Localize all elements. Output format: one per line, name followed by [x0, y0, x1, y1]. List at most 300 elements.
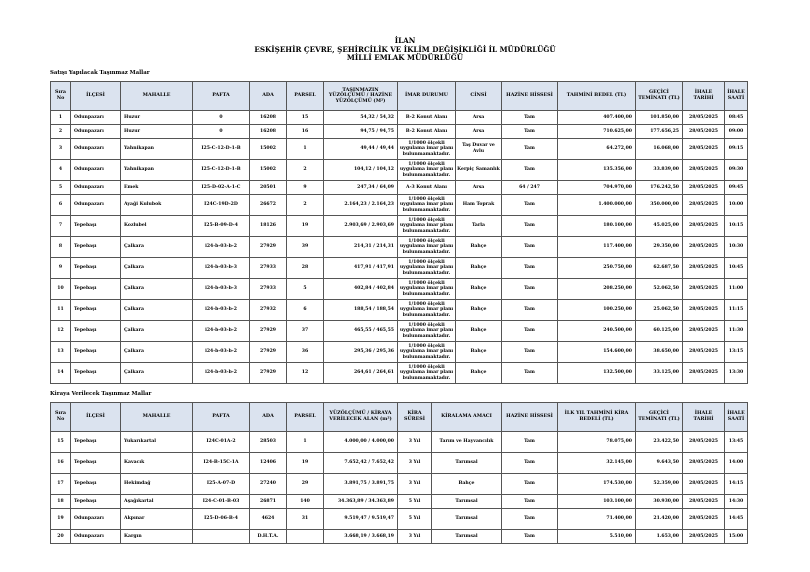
table-cell: 704.970,00	[558, 181, 636, 195]
table-cell: 4.000,00 / 4.000,00	[324, 432, 398, 453]
table-cell: 12406	[250, 453, 287, 474]
table-cell: Tam	[502, 509, 558, 530]
table-cell: 09:00	[725, 125, 748, 139]
table-cell: 64.272,00	[558, 139, 636, 160]
table-cell: Tepebaşı	[71, 321, 121, 342]
table-cell: 27933	[250, 279, 287, 300]
table-cell: Tam	[502, 160, 558, 181]
sale-header-row	[51, 82, 748, 111]
table-cell: Odunpazarı	[71, 195, 121, 216]
table-cell: 16	[51, 453, 71, 474]
table-row	[51, 342, 748, 363]
table-cell: 1/1000 ölçekli uygulama imar planı bulunmamaktadır.	[398, 160, 456, 181]
table-cell: 16.068,00	[636, 139, 683, 160]
table-cell: 16208	[250, 125, 287, 139]
table-cell: 27933	[250, 258, 287, 279]
table-cell: 11:15	[725, 300, 748, 321]
table-cell: Yukarıkartal	[121, 432, 193, 453]
table-cell: Odunpazarı	[71, 530, 121, 544]
table-cell: 4624	[250, 509, 287, 530]
table-cell: 28/05/2025	[683, 181, 725, 195]
table-cell: 23.422,50	[636, 432, 683, 453]
sale-header-cell: İHALE TARİHİ	[683, 82, 725, 111]
table-cell: Tam	[502, 125, 558, 139]
table-cell: 09:30	[725, 160, 748, 181]
table-cell: 402,84 / 402,84	[324, 279, 398, 300]
table-cell: 27929	[250, 237, 287, 258]
table-cell: Taş Duvar ve Avlu	[456, 139, 502, 160]
table-cell: i24-b-03-b-2	[193, 363, 250, 384]
table-cell: 3.668,19 / 3.668,19	[324, 530, 398, 544]
table-cell: Odunpazarı	[71, 509, 121, 530]
table-cell: 1/1000 ölçekli uygulama imar planı bulunmamaktadır.	[398, 258, 456, 279]
table-cell: Bahçe	[432, 474, 502, 495]
table-cell: Tam	[502, 195, 558, 216]
table-cell: 9.643,50	[636, 453, 683, 474]
table-cell: I25-D-02-A-1-C	[193, 181, 250, 195]
table-cell: i24-b-03-b-3	[193, 279, 250, 300]
table-cell: Tam	[502, 139, 558, 160]
table-cell: Yahnikapan	[121, 139, 193, 160]
sale-header-cell: İMAR DURUMU	[398, 82, 456, 111]
table-cell: 94,75 / 94,75	[324, 125, 398, 139]
table-cell: 27240	[250, 474, 287, 495]
table-cell: 49,44 / 49,44	[324, 139, 398, 160]
table-cell: Tam	[502, 111, 558, 125]
table-cell: Tam	[502, 279, 558, 300]
table-cell: 9	[287, 181, 324, 195]
table-cell: 28/05/2025	[683, 258, 725, 279]
table-cell: 08:45	[725, 111, 748, 125]
table-cell: 28503	[250, 432, 287, 453]
table-cell: 4	[51, 160, 71, 181]
table-cell: 3	[51, 139, 71, 160]
table-cell: 29.350,00	[636, 237, 683, 258]
table-cell: Kavacık	[121, 453, 193, 474]
table-cell: Tam	[502, 530, 558, 544]
rent-table	[50, 402, 748, 544]
table-cell: 417,91 / 417,91	[324, 258, 398, 279]
table-cell: Arsa	[456, 111, 502, 125]
table-cell: 1/1000 ölçekli uygulama imar planı bulunmamaktadır.	[398, 321, 456, 342]
table-cell: 52.062,50	[636, 279, 683, 300]
table-cell: Tepebaşı	[71, 363, 121, 384]
table-cell: 3 Yıl	[398, 453, 432, 474]
table-cell: 140	[287, 495, 324, 509]
table-cell: 3 Yıl	[398, 474, 432, 495]
table-cell: 11:30	[725, 321, 748, 342]
table-cell: 15002	[250, 160, 287, 181]
table-cell: Tam	[502, 237, 558, 258]
table-cell: 710.625,00	[558, 125, 636, 139]
table-cell: 350.000,00	[636, 195, 683, 216]
table-cell: 33.839,00	[636, 160, 683, 181]
rent-header-cell: PAFTA	[193, 403, 250, 432]
table-cell: 15	[287, 111, 324, 125]
table-cell: i24-b-03-b-3	[193, 258, 250, 279]
table-cell: 117.400,00	[558, 237, 636, 258]
table-cell: Emek	[121, 181, 193, 195]
table-cell: 12	[287, 363, 324, 384]
table-cell	[287, 530, 324, 544]
table-cell: 28/05/2025	[683, 342, 725, 363]
table-cell: I25-B-09-D-4	[193, 216, 250, 237]
table-cell: Tam	[502, 321, 558, 342]
table-cell: 28/05/2025	[683, 237, 725, 258]
table-cell: 19	[51, 509, 71, 530]
table-cell: 10:45	[725, 258, 748, 279]
table-cell: 6	[287, 300, 324, 321]
table-cell: 188,54 / 188,54	[324, 300, 398, 321]
table-cell: 13:30	[725, 363, 748, 384]
rent-header-cell: YÜZÖLÇÜMÜ / KİRAYA VERİLECEK ALAN (m²)	[324, 403, 398, 432]
table-cell: 38.650,00	[636, 342, 683, 363]
sale-header-cell: İHALE SAATİ	[725, 82, 748, 111]
table-cell: 1/1000 ölçekli uygulama imar planı bulunmamaktadır.	[398, 195, 456, 216]
table-cell: Tam	[502, 495, 558, 509]
table-cell: 16208	[250, 111, 287, 125]
table-cell: 29	[287, 474, 324, 495]
table-row	[51, 139, 748, 160]
table-cell: 28/05/2025	[683, 363, 725, 384]
table-cell: 1/1000 ölçekli uygulama imar planı bulunmamaktadır.	[398, 279, 456, 300]
table-cell: 21.420,00	[636, 509, 683, 530]
sale-header-cell: TAŞINMAZIN YÜZÖLÇÜMÜ / HAZİNE YÜZÖLÇÜMÜ (M²)	[324, 82, 398, 111]
table-cell: A-3 Konut Alanı	[398, 181, 456, 195]
table-cell: 2	[51, 125, 71, 139]
table-cell: B-2 Konut Alanı	[398, 125, 456, 139]
rent-header-cell: İLK YIL TAHMİNİ KİRA BEDELİ (TL)	[558, 403, 636, 432]
table-cell: I25-C-12-D-1-B	[193, 139, 250, 160]
sale-header-cell: CİNSİ	[456, 82, 502, 111]
table-cell: 180.100,00	[558, 216, 636, 237]
table-cell: Odunpazarı	[71, 125, 121, 139]
table-cell: Aşağıkartal	[121, 495, 193, 509]
rent-header-cell: KİRA SÜRESİ	[398, 403, 432, 432]
table-cell: i24-b-03-b-2	[193, 237, 250, 258]
table-cell: Tarım ve Hayvancılık	[432, 432, 502, 453]
table-cell: Tam	[502, 432, 558, 453]
table-cell: 135.356,00	[558, 160, 636, 181]
table-row	[51, 216, 748, 237]
table-cell: Kerpiç Samanlık	[456, 160, 502, 181]
table-cell: 6	[51, 195, 71, 216]
table-cell: 14:15	[725, 474, 748, 495]
table-cell: D.H.T.A.	[250, 530, 287, 544]
table-cell: 28/05/2025	[683, 111, 725, 125]
table-cell: 18126	[250, 216, 287, 237]
table-cell: 13:45	[725, 432, 748, 453]
table-cell: Tam	[502, 216, 558, 237]
table-cell: Çalkara	[121, 237, 193, 258]
table-cell: Tam	[502, 342, 558, 363]
table-row	[51, 495, 748, 509]
table-cell: 64 / 247	[502, 181, 558, 195]
table-cell: 1/1000 ölçekli uygulama imar planı bulunmamaktadır.	[398, 237, 456, 258]
table-cell: 17	[51, 474, 71, 495]
table-cell: 34.363,89 / 34.363,89	[324, 495, 398, 509]
table-cell: 10:00	[725, 195, 748, 216]
table-cell: 2.164,23 / 2.164,23	[324, 195, 398, 216]
table-cell: 9.519,47 / 9.519,47	[324, 509, 398, 530]
table-cell: 5 Yıl	[398, 509, 432, 530]
table-cell: Tarımsal	[432, 509, 502, 530]
table-cell: Bahçe	[456, 321, 502, 342]
table-cell: 09:45	[725, 181, 748, 195]
table-cell: Çalkara	[121, 321, 193, 342]
table-cell: 13	[51, 342, 71, 363]
table-cell: I24C-19D-2D	[193, 195, 250, 216]
table-cell: Tam	[502, 453, 558, 474]
table-cell: 09:15	[725, 139, 748, 160]
table-cell: I25-C-12-D-1-B	[193, 160, 250, 181]
table-cell: 27932	[250, 300, 287, 321]
table-cell: 9	[51, 258, 71, 279]
rent-header-row	[51, 403, 748, 432]
table-cell: Tepebaşı	[71, 432, 121, 453]
table-cell: 8	[51, 237, 71, 258]
table-cell: 0	[193, 125, 250, 139]
table-cell: 101.850,00	[636, 111, 683, 125]
sale-header-cell: HAZİNE HİSSESİ	[502, 82, 558, 111]
table-cell: 45.025,00	[636, 216, 683, 237]
directorate-name: ESKİŞEHİR ÇEVRE, ŞEHİRCİLİK VE İKLİM DEĞİŞİKLİĞİ İL MÜDÜRLÜĞÜ	[254, 44, 556, 54]
table-cell: 1/1000 ölçekli uygulama imar planı bulunmamaktadır.	[398, 216, 456, 237]
table-cell: 176.242,50	[636, 181, 683, 195]
table-cell: 19	[287, 216, 324, 237]
table-cell: 32.145,00	[558, 453, 636, 474]
table-cell: I24C-01A-2	[193, 432, 250, 453]
sale-header-cell: MAHALLE	[121, 82, 193, 111]
table-cell: I25-D-06-B-4	[193, 509, 250, 530]
table-cell: 1.653,00	[636, 530, 683, 544]
sale-section-title: Satışı Yapılacak Taşınmaz Mallar	[50, 70, 150, 76]
table-cell: 28/05/2025	[683, 279, 725, 300]
table-cell: Tam	[502, 300, 558, 321]
table-cell: Tarımsal	[432, 453, 502, 474]
table-cell: Çalkara	[121, 258, 193, 279]
table-cell: Tepebaşı	[71, 258, 121, 279]
table-cell: Tepebaşı	[71, 495, 121, 509]
table-cell: 0	[193, 111, 250, 125]
table-cell: 33.125,00	[636, 363, 683, 384]
table-cell: 18	[51, 495, 71, 509]
table-cell: 1	[287, 432, 324, 453]
table-cell: Tepebaşı	[71, 342, 121, 363]
rent-header-cell: HAZİNE HİSSESİ	[502, 403, 558, 432]
rent-header-cell: Sıra No	[51, 403, 71, 432]
table-cell: 14	[51, 363, 71, 384]
table-cell: 16	[287, 125, 324, 139]
table-cell: 28/05/2025	[683, 160, 725, 181]
table-cell: 27929	[250, 363, 287, 384]
table-cell: Hekimdağ	[121, 474, 193, 495]
table-cell: Tepebaşı	[71, 216, 121, 237]
table-cell: 10:15	[725, 216, 748, 237]
table-cell: i24-b-03-b-2	[193, 300, 250, 321]
table-cell: 2	[287, 160, 324, 181]
table-cell: 10:30	[725, 237, 748, 258]
table-cell: Tarla	[456, 216, 502, 237]
table-cell: 2	[287, 195, 324, 216]
table-cell: Tam	[502, 363, 558, 384]
table-cell: 14:30	[725, 495, 748, 509]
table-row	[51, 258, 748, 279]
table-row	[51, 453, 748, 474]
table-cell: Çalkara	[121, 300, 193, 321]
table-cell: 11	[51, 300, 71, 321]
table-cell: 5	[287, 279, 324, 300]
table-cell: 247,34 / 64,09	[324, 181, 398, 195]
rent-header-cell: PARSEL	[287, 403, 324, 432]
table-cell: Odunpazarı	[71, 139, 121, 160]
table-cell: 240.500,00	[558, 321, 636, 342]
table-row	[51, 432, 748, 453]
table-cell: Ham Toprak	[456, 195, 502, 216]
table-cell: 28/05/2025	[683, 474, 725, 495]
table-cell: 208.250,00	[558, 279, 636, 300]
sale-header-cell: PARSEL	[287, 82, 324, 111]
table-cell: 177.656,25	[636, 125, 683, 139]
table-cell: 1/1000 ölçekli uygulama imar planı bulunmamaktadır.	[398, 300, 456, 321]
table-cell: 15:00	[725, 530, 748, 544]
sale-header-cell: GEÇİCİ TEMİNATI (TL)	[636, 82, 683, 111]
table-cell: 28/05/2025	[683, 300, 725, 321]
notice-header	[0, 37, 810, 63]
table-cell: Arsa	[456, 125, 502, 139]
table-row	[51, 300, 748, 321]
table-cell: 31	[287, 509, 324, 530]
table-cell: Kargın	[121, 530, 193, 544]
table-cell: 174.530,00	[558, 474, 636, 495]
table-cell: Çalkara	[121, 363, 193, 384]
table-row	[51, 111, 748, 125]
sale-header-cell: PAFTA	[193, 82, 250, 111]
table-row	[51, 195, 748, 216]
table-cell: 15	[51, 432, 71, 453]
rent-header-cell: İHALE SAATİ	[725, 403, 748, 432]
table-cell: Bahçe	[456, 300, 502, 321]
table-row	[51, 321, 748, 342]
rent-section-title: Kiraya Verilecek Taşınmaz Mallar	[50, 391, 152, 397]
table-cell: 1.400.000,00	[558, 195, 636, 216]
table-cell: Bahçe	[456, 363, 502, 384]
table-cell: 28/05/2025	[683, 139, 725, 160]
table-cell: Bahçe	[456, 279, 502, 300]
table-cell: 30.930,00	[636, 495, 683, 509]
table-cell: Bahçe	[456, 237, 502, 258]
table-cell: Huzur	[121, 111, 193, 125]
table-row	[51, 237, 748, 258]
table-cell: Tepebaşı	[71, 300, 121, 321]
rent-header-cell: ADA	[250, 403, 287, 432]
table-cell: 1	[51, 111, 71, 125]
table-cell: 26871	[250, 495, 287, 509]
table-cell: 28/05/2025	[683, 453, 725, 474]
table-cell: 28/05/2025	[683, 125, 725, 139]
table-row	[51, 509, 748, 530]
table-cell: B-2 Konut Alanı	[398, 111, 456, 125]
table-cell: I24-C-01-B-03	[193, 495, 250, 509]
table-cell: 154.600,00	[558, 342, 636, 363]
table-cell: 28/05/2025	[683, 509, 725, 530]
table-cell: 407.400,00	[558, 111, 636, 125]
table-cell: 28/05/2025	[683, 495, 725, 509]
table-cell: 5	[51, 181, 71, 195]
table-cell: Tarımsal	[432, 530, 502, 544]
table-row	[51, 474, 748, 495]
sale-table	[50, 81, 748, 384]
table-cell: 28/05/2025	[683, 216, 725, 237]
table-cell: Çalkara	[121, 279, 193, 300]
table-cell: 15002	[250, 139, 287, 160]
table-cell: 1	[287, 139, 324, 160]
rent-header-cell: MAHALLE	[121, 403, 193, 432]
table-row	[51, 125, 748, 139]
table-cell: Tam	[502, 258, 558, 279]
table-cell: 3.891,75 / 3.891,75	[324, 474, 398, 495]
rent-header-cell: GEÇİCİ TEMİNATI (TL)	[636, 403, 683, 432]
table-cell: Ayaği Kulubok	[121, 195, 193, 216]
table-cell: 25.062,50	[636, 300, 683, 321]
table-cell: 1/1000 ölçekli uygulama imar planı bulunmamaktadır.	[398, 139, 456, 160]
table-cell: Arsa	[456, 181, 502, 195]
table-cell: I24-B-15C-1A	[193, 453, 250, 474]
rent-header-cell: İLÇESİ	[71, 403, 121, 432]
table-cell: 19	[287, 453, 324, 474]
table-cell: 5.510,00	[558, 530, 636, 544]
table-cell: 100.250,00	[558, 300, 636, 321]
table-cell: 78.075,00	[558, 432, 636, 453]
table-cell: 7.652,42 / 7.652,42	[324, 453, 398, 474]
table-cell: i24-b-03-b-2	[193, 321, 250, 342]
table-cell: 1/1000 ölçekli uygulama imar planı bulunmamaktadır.	[398, 363, 456, 384]
table-cell: Çalkara	[121, 342, 193, 363]
table-cell: Bahçe	[456, 342, 502, 363]
table-cell: 3 Yıl	[398, 530, 432, 544]
table-cell: 3 Yıl	[398, 432, 432, 453]
table-cell: 27929	[250, 342, 287, 363]
table-cell: 13:15	[725, 342, 748, 363]
table-cell: 103.100,00	[558, 495, 636, 509]
table-cell: 39	[287, 237, 324, 258]
table-cell: 52.359,00	[636, 474, 683, 495]
table-cell: 104,12 / 104,12	[324, 160, 398, 181]
table-cell: Yahnikapan	[121, 160, 193, 181]
table-row	[51, 530, 748, 544]
table-cell: 62.687,50	[636, 258, 683, 279]
table-cell: Kozlubel	[121, 216, 193, 237]
table-cell: 28/05/2025	[683, 432, 725, 453]
table-cell: Akpınar	[121, 509, 193, 530]
table-cell: Huzur	[121, 125, 193, 139]
sale-header-cell: ADA	[250, 82, 287, 111]
table-cell: Odunpazarı	[71, 111, 121, 125]
table-cell: Tam	[502, 474, 558, 495]
table-cell: 295,36 / 295,36	[324, 342, 398, 363]
table-row	[51, 363, 748, 384]
table-cell: 28/05/2025	[683, 530, 725, 544]
table-cell: i24-b-03-b-2	[193, 342, 250, 363]
table-cell: 60.125,00	[636, 321, 683, 342]
table-cell: 20501	[250, 181, 287, 195]
table-cell: 28	[287, 258, 324, 279]
table-cell: 132.500,00	[558, 363, 636, 384]
table-cell: 12	[51, 321, 71, 342]
table-cell: 26672	[250, 195, 287, 216]
table-cell: 37	[287, 321, 324, 342]
table-cell: 2.903,69 / 2.903,69	[324, 216, 398, 237]
